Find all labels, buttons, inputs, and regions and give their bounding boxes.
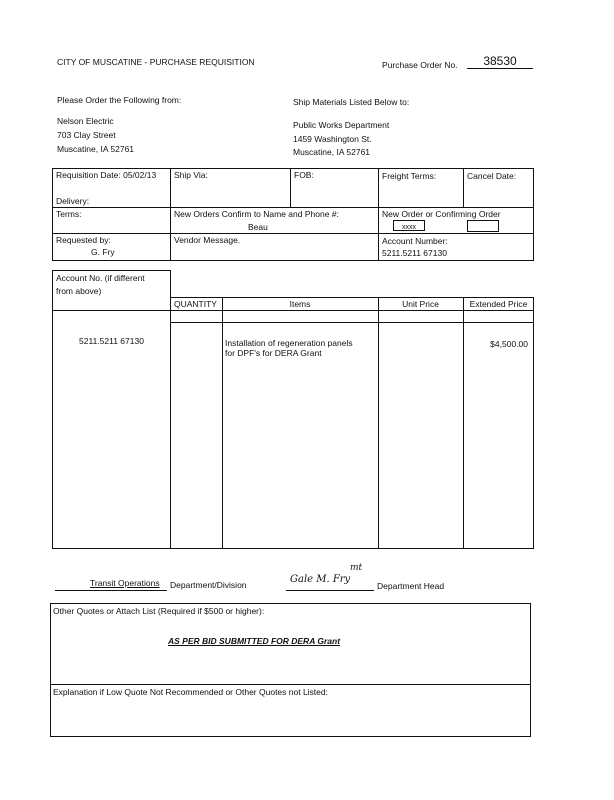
new-order-checkbox[interactable]: xxxx	[393, 220, 425, 231]
freight-terms-field: Freight Terms:	[382, 171, 437, 181]
cancel-date-field: Cancel Date:	[467, 171, 517, 181]
confirming-order-checkbox[interactable]	[467, 220, 499, 232]
order-type-label: New Order or Confirming Order	[382, 209, 501, 219]
explanation-label: Explanation if Low Quote Not Recommended or Other Quotes not Listed:	[53, 687, 328, 697]
po-number: 38530	[467, 54, 533, 69]
po-label: Purchase Order No.	[382, 60, 458, 70]
vendor-city: Muscatine, IA 52761	[57, 144, 135, 154]
form-title: CITY OF MUSCATINE - PURCHASE REQUISITION	[57, 57, 255, 67]
ship-to-label: Ship Materials Listed Below to:	[293, 97, 410, 107]
requisition-date: Requisition Date: 05/02/13	[56, 170, 157, 180]
fob-field: FOB:	[294, 170, 314, 180]
vendor-name: Nelson Electric	[57, 116, 114, 126]
quotes-label: Other Quotes or Attach List (Required if $500 or higher):	[53, 606, 265, 616]
ship-to-city: Muscatine, IA 52761	[293, 147, 371, 157]
column-extended-price: Extended Price	[469, 299, 528, 309]
row-item-line2: for DPF's for DERA Grant	[225, 348, 322, 358]
quotes-box	[50, 603, 531, 737]
confirm-label: New Orders Confirm to Name and Phone #:	[174, 209, 339, 219]
items-table	[170, 297, 534, 549]
department-label: Department/Division	[170, 580, 247, 590]
account-number-value: 5211.5211 67130	[382, 248, 447, 258]
column-quantity: QUANTITY	[174, 299, 217, 309]
vendor-street: 703 Clay Street	[57, 130, 116, 140]
ship-to-name: Public Works Department	[293, 120, 390, 130]
row-extended-price: $4,500.00	[490, 339, 528, 349]
terms-field: Terms:	[56, 209, 82, 219]
department-head-label: Department Head	[377, 581, 445, 591]
account-number-label: Account Number:	[382, 236, 448, 246]
account-header: Account No. (if different from above)	[56, 273, 145, 296]
account-column	[52, 270, 171, 549]
initials: mt	[350, 563, 363, 573]
row-account: 5211.5211 67130	[79, 336, 144, 346]
requested-by-label: Requested by:	[56, 235, 111, 245]
ship-to-street: 1459 Washington St.	[293, 134, 372, 144]
signature: Gale M. Fry	[290, 574, 351, 585]
quotes-value: AS PER BID SUBMITTED FOR DERA Grant	[168, 636, 341, 646]
column-unit-price: Unit Price	[402, 299, 439, 309]
requested-by-value: G. Fry	[91, 247, 115, 257]
column-items: Items	[289, 299, 311, 309]
row-item-line1: Installation of regeneration panels	[225, 338, 353, 348]
vendor-message: Vendor Message.	[174, 235, 241, 245]
ship-via-field: Ship Via:	[174, 170, 208, 180]
vendor-label: Please Order the Following from:	[57, 95, 182, 105]
department-value: Transit Operations	[90, 578, 160, 588]
confirm-name: Beau	[248, 222, 268, 232]
delivery-field: Delivery:	[56, 196, 90, 206]
